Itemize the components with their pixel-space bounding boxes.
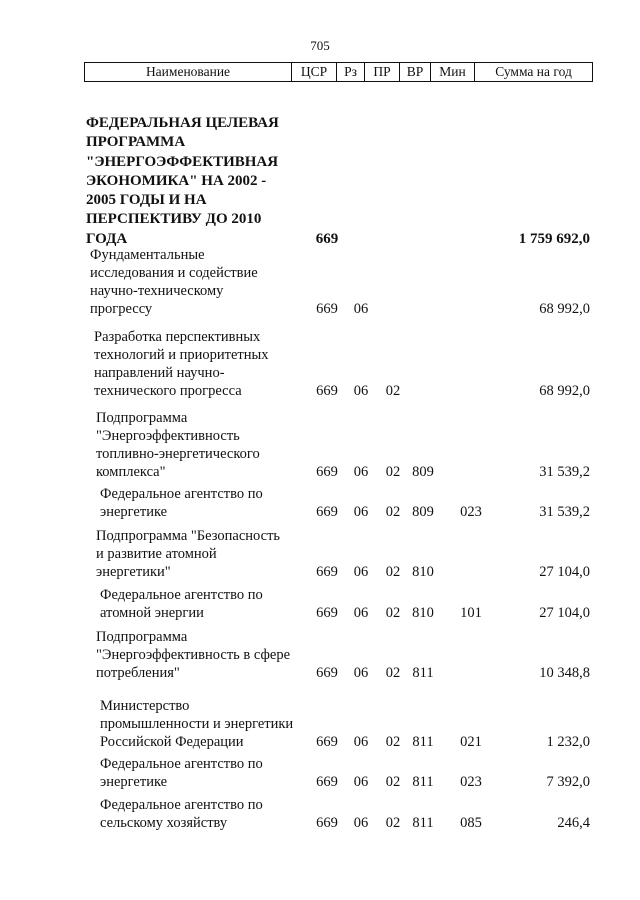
- row-cell-min: 085: [460, 815, 482, 831]
- row-name-line: направлений научно-: [94, 365, 225, 381]
- table-row: [0, 246, 640, 318]
- row-cell-sum: 68 992,0: [539, 301, 590, 317]
- table-row: [0, 409, 640, 481]
- row-cell-csr: 669: [316, 774, 338, 790]
- row-name-line: энергетики": [96, 564, 171, 580]
- row-cell-sum: 27 104,0: [539, 605, 590, 621]
- column-header-name: Наименование: [85, 63, 292, 82]
- row-cell-vr: 810: [412, 605, 434, 621]
- row-cell-pr: 02: [385, 464, 401, 480]
- row-name-line: Подпрограмма: [96, 629, 188, 645]
- row-cell-sum: 1 232,0: [546, 734, 590, 750]
- column-header-min: Мин: [431, 63, 475, 82]
- row-cell-sum: 7 392,0: [546, 774, 590, 790]
- table-row: [0, 114, 640, 249]
- row-name: [86, 527, 311, 581]
- row-name-line: Подпрограмма: [96, 410, 188, 426]
- row-name: [86, 409, 311, 481]
- row-cell-rz: 06: [353, 734, 369, 750]
- row-cell-min: [455, 664, 487, 682]
- row-cell-vr: 809: [412, 464, 434, 480]
- row-cell-rz: 06: [353, 464, 369, 480]
- row-name-line: "ЭНЕРГОЭФФЕКТИВНАЯ: [86, 153, 279, 170]
- row-cell-rz: 06: [353, 564, 369, 580]
- row-cell-pr: 02: [385, 504, 401, 520]
- row-name: [86, 485, 315, 521]
- column-header-sum: Сумма на год: [475, 63, 593, 82]
- row-cell-vr: 811: [412, 734, 434, 750]
- row-cell-sum: 10 348,8: [539, 665, 590, 681]
- row-cell-vr: [408, 382, 438, 400]
- row-name-line: Министерство: [100, 698, 190, 714]
- row-cell-pr: 02: [385, 605, 401, 621]
- row-name-line: Подпрограмма "Безопасность: [96, 528, 281, 544]
- row-cell-csr: 669: [316, 665, 338, 681]
- row-name-line: "Энергоэффективность в сфере: [96, 647, 291, 663]
- row-cell-sum: 246,4: [557, 815, 590, 831]
- row-name-line: Федеральное агентство по: [100, 587, 263, 603]
- row-name-line: сельскому хозяйству: [100, 815, 228, 831]
- row-name-line: ПРОГРАММА: [86, 134, 186, 151]
- column-header-pr: ПР: [365, 63, 400, 82]
- row-name-line: топливно-энергетического: [96, 446, 260, 462]
- row-cell-csr: 669: [316, 734, 338, 750]
- row-cell-sum: 68 992,0: [539, 383, 590, 399]
- row-name-line: Фундаментальные: [90, 247, 205, 263]
- page-number: 705: [310, 38, 330, 53]
- row-name: [86, 697, 315, 751]
- row-cell-rz: 06: [353, 605, 369, 621]
- row-cell-pr: 02: [385, 734, 401, 750]
- row-cell-csr: 669: [316, 504, 338, 520]
- row-cell-csr: 669: [316, 815, 338, 831]
- row-cell-rz: 06: [353, 504, 369, 520]
- table-row: [0, 755, 640, 791]
- row-name-line: исследования и содействие: [90, 265, 258, 281]
- row-cell-min: 023: [460, 504, 482, 520]
- row-cell-pr: 02: [385, 774, 401, 790]
- row-cell-min: [455, 382, 487, 400]
- table-row: [0, 697, 640, 751]
- row-cell-vr: 811: [412, 774, 434, 790]
- row-cell-min: [455, 463, 487, 481]
- table-row: [0, 628, 640, 682]
- row-name-line: ФЕДЕРАЛЬНАЯ ЦЕЛЕВАЯ: [86, 115, 279, 131]
- row-cell-rz: 06: [353, 665, 369, 681]
- row-name-line: атомной энергии: [100, 605, 204, 621]
- row-cell-sum: 31 539,2: [539, 464, 590, 480]
- row-name: [86, 586, 315, 622]
- row-name-line: и развитие атомной: [96, 546, 217, 562]
- row-cell-vr: 811: [412, 815, 434, 831]
- row-cell-sum: 27 104,0: [539, 564, 590, 580]
- column-header-row: [84, 62, 593, 82]
- row-cell-pr: 02: [385, 564, 401, 580]
- row-cell-min: 101: [460, 605, 482, 621]
- row-cell-rz: 06: [353, 774, 369, 790]
- row-name-line: Федеральное агентство по: [100, 486, 263, 502]
- table-row: [0, 328, 640, 400]
- row-cell-vr: 811: [412, 665, 434, 681]
- row-name-line: промышленности и энергетики: [100, 716, 294, 732]
- row-name-line: ГОДА: [86, 230, 128, 247]
- row-name-line: потребления": [96, 665, 180, 681]
- row-cell-sum: 1 759 692,0: [518, 230, 590, 247]
- row-cell-rz: 06: [353, 815, 369, 831]
- row-name: [86, 246, 305, 318]
- row-name: [86, 755, 315, 791]
- row-cell-pr: 02: [385, 815, 401, 831]
- row-cell-min: [455, 300, 487, 318]
- row-name-line: Российской Федерации: [100, 734, 244, 750]
- row-cell-rz: 06: [353, 383, 369, 399]
- column-header-csr: ЦСР: [292, 63, 337, 82]
- row-name-line: технологий и приоритетных: [94, 347, 269, 363]
- row-cell-csr: 669: [316, 605, 338, 621]
- row-name: [86, 114, 301, 249]
- column-header-rz: Рз: [337, 63, 365, 82]
- row-cell-min: 021: [460, 734, 482, 750]
- row-name-line: технического прогресса: [94, 383, 242, 399]
- row-cell-min: [455, 563, 487, 581]
- row-cell-vr: [408, 300, 438, 318]
- row-cell-csr: 669: [315, 230, 339, 247]
- row-cell-pr: 02: [385, 665, 401, 681]
- column-header-vr: ВР: [400, 63, 431, 82]
- row-name: [86, 328, 309, 400]
- table-row: [0, 796, 640, 832]
- row-cell-vr: 809: [412, 504, 434, 520]
- row-name-line: Разработка перспективных: [94, 329, 261, 345]
- row-cell-pr: [380, 300, 406, 318]
- row-name-line: Федеральное агентство по: [100, 797, 263, 813]
- table-row: [0, 586, 640, 622]
- row-name: [86, 796, 315, 832]
- row-name-line: 2005 ГОДЫ И НА: [86, 192, 207, 209]
- row-cell-csr: 669: [316, 383, 338, 399]
- row-name-line: ПЕРСПЕКТИВУ ДО 2010: [86, 211, 262, 228]
- row-name-line: энергетике: [100, 774, 168, 790]
- row-name-line: ЭКОНОМИКА" НА 2002 -: [86, 172, 267, 189]
- row-cell-min: 023: [460, 774, 482, 790]
- row-name-line: Федеральное агентство по: [100, 756, 263, 772]
- row-name-line: научно-техническому: [90, 283, 224, 299]
- row-cell-sum: 31 539,2: [539, 504, 590, 520]
- row-name-line: энергетике: [100, 504, 168, 520]
- row-cell-csr: 669: [316, 301, 338, 317]
- row-cell-pr: 02: [385, 383, 401, 399]
- row-name-line: "Энергоэффективность: [96, 428, 240, 444]
- row-cell-csr: 669: [316, 464, 338, 480]
- row-name-line: прогрессу: [90, 301, 153, 317]
- row-cell-csr: 669: [316, 564, 338, 580]
- row-name: [86, 628, 311, 682]
- table-row: [0, 527, 640, 581]
- row-name-line: комплекса": [96, 464, 166, 480]
- table-row: [0, 485, 640, 521]
- row-cell-rz: 06: [353, 301, 369, 317]
- row-cell-vr: 810: [412, 564, 434, 580]
